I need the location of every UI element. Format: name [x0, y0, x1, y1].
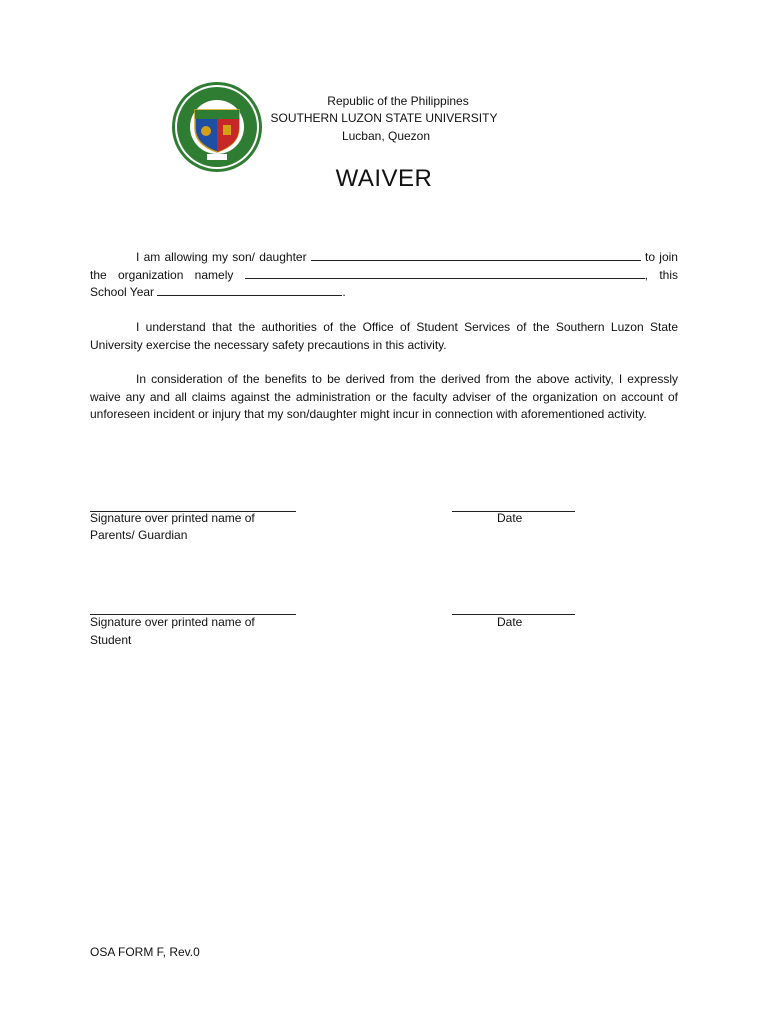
university-location: Lucban, Quezon: [341, 129, 431, 143]
school-year-field[interactable]: [157, 284, 342, 296]
waiver-text: In consideration of the benefits to be derived from the derived from the above activity, I expressly waive any and all claims against the administration or the faculty adviser of the organization on account of unforeseen incident or injury that my son/daughter might incur in connection with aforementioned activity.: [90, 372, 678, 421]
parent-signature-label: Signature over printed name of: [90, 511, 255, 525]
organization-field[interactable]: [245, 267, 645, 279]
parent-date-label: Date: [497, 511, 523, 525]
university-name: SOUTHERN LUZON STATE UNIVERSITY: [270, 111, 498, 125]
paragraph-consent: [90, 249, 678, 302]
page-title: WAIVER: [335, 165, 433, 192]
student-role-label: Student: [90, 633, 132, 647]
child-name-field[interactable]: [311, 249, 641, 261]
student-date-label: Date: [497, 615, 523, 629]
form-code: OSA FORM F, Rev.0: [90, 945, 200, 959]
parent-role-label: Parents/ Guardian: [90, 528, 188, 542]
student-signature-label: Signature over printed name of: [90, 615, 255, 629]
paragraph-waiver: [90, 371, 678, 424]
consent-text-c: , this School Year: [90, 267, 678, 299]
republic-line: Republic of the Philippines: [327, 94, 469, 108]
authorities-text: I understand that the authorities of the Office of Student Services of the Southern Luzon State University exercise the necessary safety precautions in this activity.: [90, 320, 678, 352]
consent-text-a: I am allowing my son/ daughter: [136, 250, 307, 264]
paragraph-authorities: [90, 319, 678, 354]
consent-text-d: .: [342, 285, 346, 299]
consent-text-b: to join the organization namely: [90, 250, 678, 282]
